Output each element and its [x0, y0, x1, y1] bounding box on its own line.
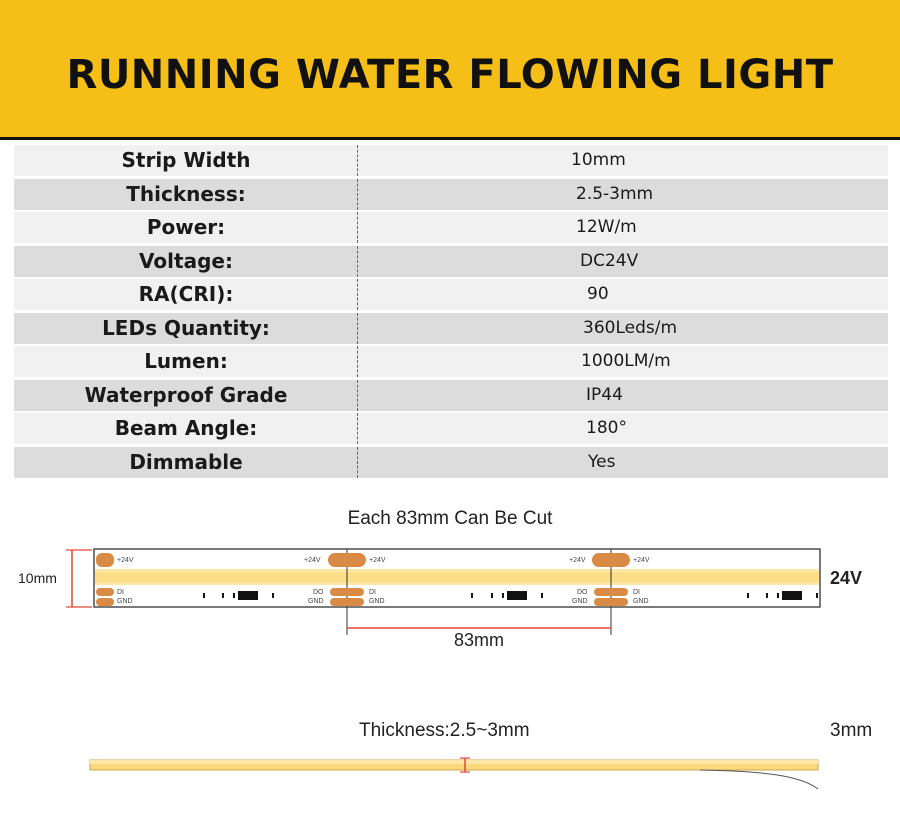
- pad-label: DI: [369, 589, 376, 596]
- pad-label: GND: [572, 598, 588, 605]
- spec-row-power: [14, 212, 888, 243]
- spec-divider: [357, 246, 358, 277]
- spec-value: 12W/m: [576, 217, 637, 237]
- spec-row-dimmable: [14, 447, 888, 478]
- spec-value: IP44: [586, 384, 623, 405]
- spec-label: Strip Width: [121, 148, 251, 172]
- pad-label: +24V: [304, 557, 321, 564]
- spec-divider: [357, 279, 358, 310]
- pad-label: DI: [117, 589, 124, 596]
- spec-label: Waterproof Grade: [84, 382, 288, 407]
- pad-label: DI: [633, 589, 640, 596]
- pad-label: +24V: [569, 557, 586, 564]
- spec-row-lumen: [14, 346, 888, 377]
- spec-label: RA(CRI):: [138, 282, 234, 306]
- spec-divider: [357, 313, 358, 344]
- spec-divider: [357, 447, 358, 478]
- banner-underline: [0, 137, 900, 140]
- spec-divider: [357, 179, 358, 210]
- spec-row-cri: [14, 279, 888, 310]
- spec-label: Power:: [146, 215, 226, 239]
- pad-label: DO: [577, 589, 588, 596]
- spec-value: 180°: [586, 418, 627, 438]
- spec-value: DC24V: [580, 250, 639, 271]
- strip-side-view-diagram: [0, 745, 900, 805]
- spec-label: Dimmable: [129, 449, 243, 474]
- pad-label: GND: [633, 598, 649, 605]
- spec-value: 2.5-3mm: [576, 183, 654, 204]
- spec-row-thickness: [14, 179, 888, 210]
- pad-label: +24V: [117, 557, 134, 564]
- banner-title: RUNNING WATER FLOWING LIGHT: [66, 52, 834, 98]
- spec-divider: [357, 346, 358, 377]
- spec-value: 10mm: [571, 150, 626, 170]
- spec-row-strip-width: [14, 145, 888, 176]
- spec-divider: [357, 212, 358, 243]
- width-label: 10mm: [18, 570, 57, 586]
- pad-label: GND: [117, 598, 133, 605]
- pad-label: DO: [313, 589, 324, 596]
- spec-label: Lumen:: [144, 349, 228, 373]
- spec-divider: [357, 380, 358, 411]
- thickness-side-label: 3mm: [830, 720, 873, 741]
- spec-value: 360Leds/m: [583, 317, 678, 338]
- spec-table: [14, 145, 888, 480]
- cut-caption: Each 83mm Can Be Cut: [347, 508, 553, 529]
- peeling-tape-edge: [700, 770, 818, 789]
- spec-row-waterproof-grade: [14, 380, 888, 411]
- segment-label: 83mm: [453, 630, 505, 650]
- spec-row-leds-quantity: [14, 313, 888, 344]
- spec-value: Yes: [588, 451, 616, 472]
- spec-value: 90: [587, 284, 609, 304]
- spec-divider: [357, 413, 358, 444]
- pad-label: +24V: [369, 557, 386, 564]
- spec-divider: [357, 145, 358, 176]
- spec-row-voltage: [14, 246, 888, 277]
- spec-label: Voltage:: [139, 248, 233, 273]
- pad-label: GND: [308, 598, 324, 605]
- spec-row-beam-angle: [14, 413, 888, 444]
- thickness-caption: Thickness:2.5~3mm: [359, 720, 530, 741]
- width-dimension-marker: [66, 550, 92, 607]
- pad-label: GND: [369, 598, 385, 605]
- spec-value: 1000LM/m: [581, 351, 671, 371]
- spec-label: LEDs Quantity:: [102, 315, 270, 340]
- pad-label: +24V: [633, 557, 650, 564]
- strip-top-view-diagram: [0, 540, 900, 670]
- spec-label: Thickness:: [126, 181, 246, 206]
- spec-label: Beam Angle:: [114, 416, 258, 440]
- title-banner: [0, 0, 900, 137]
- voltage-label: 24V: [830, 568, 863, 588]
